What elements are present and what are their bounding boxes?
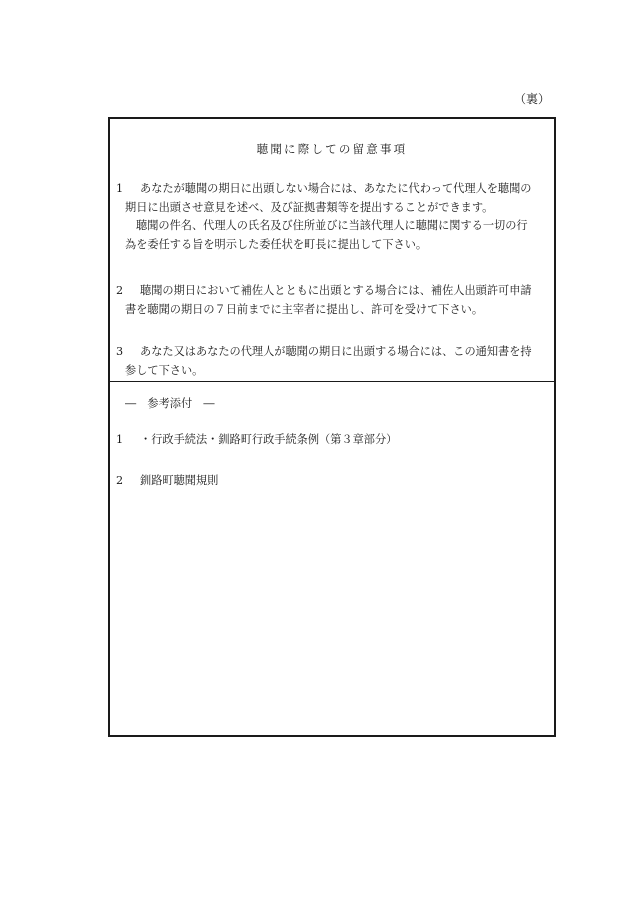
item-text: 聴聞の期日において補佐人とともに出頭とする場合には、補佐人出頭許可申請 xyxy=(140,284,532,297)
reference-text: 釧路町聴聞規則 xyxy=(140,474,219,487)
item-text: あなたが聴聞の期日に出頭しない場合には、あなたに代わって代理人を聴聞の xyxy=(140,182,532,195)
item-number: 2 xyxy=(116,284,124,297)
reference-number: 1 xyxy=(116,433,124,446)
notice-item-1-line-3: 聴聞の件名、代理人の氏名及び住所並びに当該代理人に聴聞に関する一切の行 xyxy=(136,219,528,232)
notice-item-2-line-2: 書を聴聞の期日の７日前までに主宰者に提出し、許可を受けて下さい。 xyxy=(125,302,484,316)
page-side-label: （裏） xyxy=(513,92,550,106)
notice-item-1-line-4: 為を委任する旨を明示した委任状を町長に提出して下さい。 xyxy=(125,237,428,251)
notice-item-1 xyxy=(116,180,548,254)
reference-item-1 xyxy=(116,433,397,447)
notice-item-3 xyxy=(116,343,548,380)
references-heading: ― 参考添付 ― xyxy=(125,397,215,410)
section-divider xyxy=(108,381,556,382)
notice-item-2-line-1 xyxy=(116,282,548,301)
notice-item-1-line-2: 期日に出頭させ意見を述べ、及び証拠書類等を提出することができます。 xyxy=(125,200,494,214)
item-number: 1 xyxy=(116,182,124,195)
item-number: 3 xyxy=(116,345,124,358)
notice-item-3-line-1 xyxy=(116,343,548,362)
reference-text: ・行政手続法・釧路町行政手続条例（第３章部分） xyxy=(140,433,398,446)
notice-title: 聴聞に際しての留意事項 xyxy=(256,142,408,156)
notice-item-2 xyxy=(116,282,548,319)
notice-item-1-line-1 xyxy=(116,180,548,199)
item-text: あなた又はあなたの代理人が聴聞の期日に出頭する場合には、この通知書を持 xyxy=(140,345,532,358)
notice-item-3-line-2: 参して下さい。 xyxy=(125,363,204,377)
reference-item-2 xyxy=(116,474,218,488)
reference-number: 2 xyxy=(116,474,124,487)
